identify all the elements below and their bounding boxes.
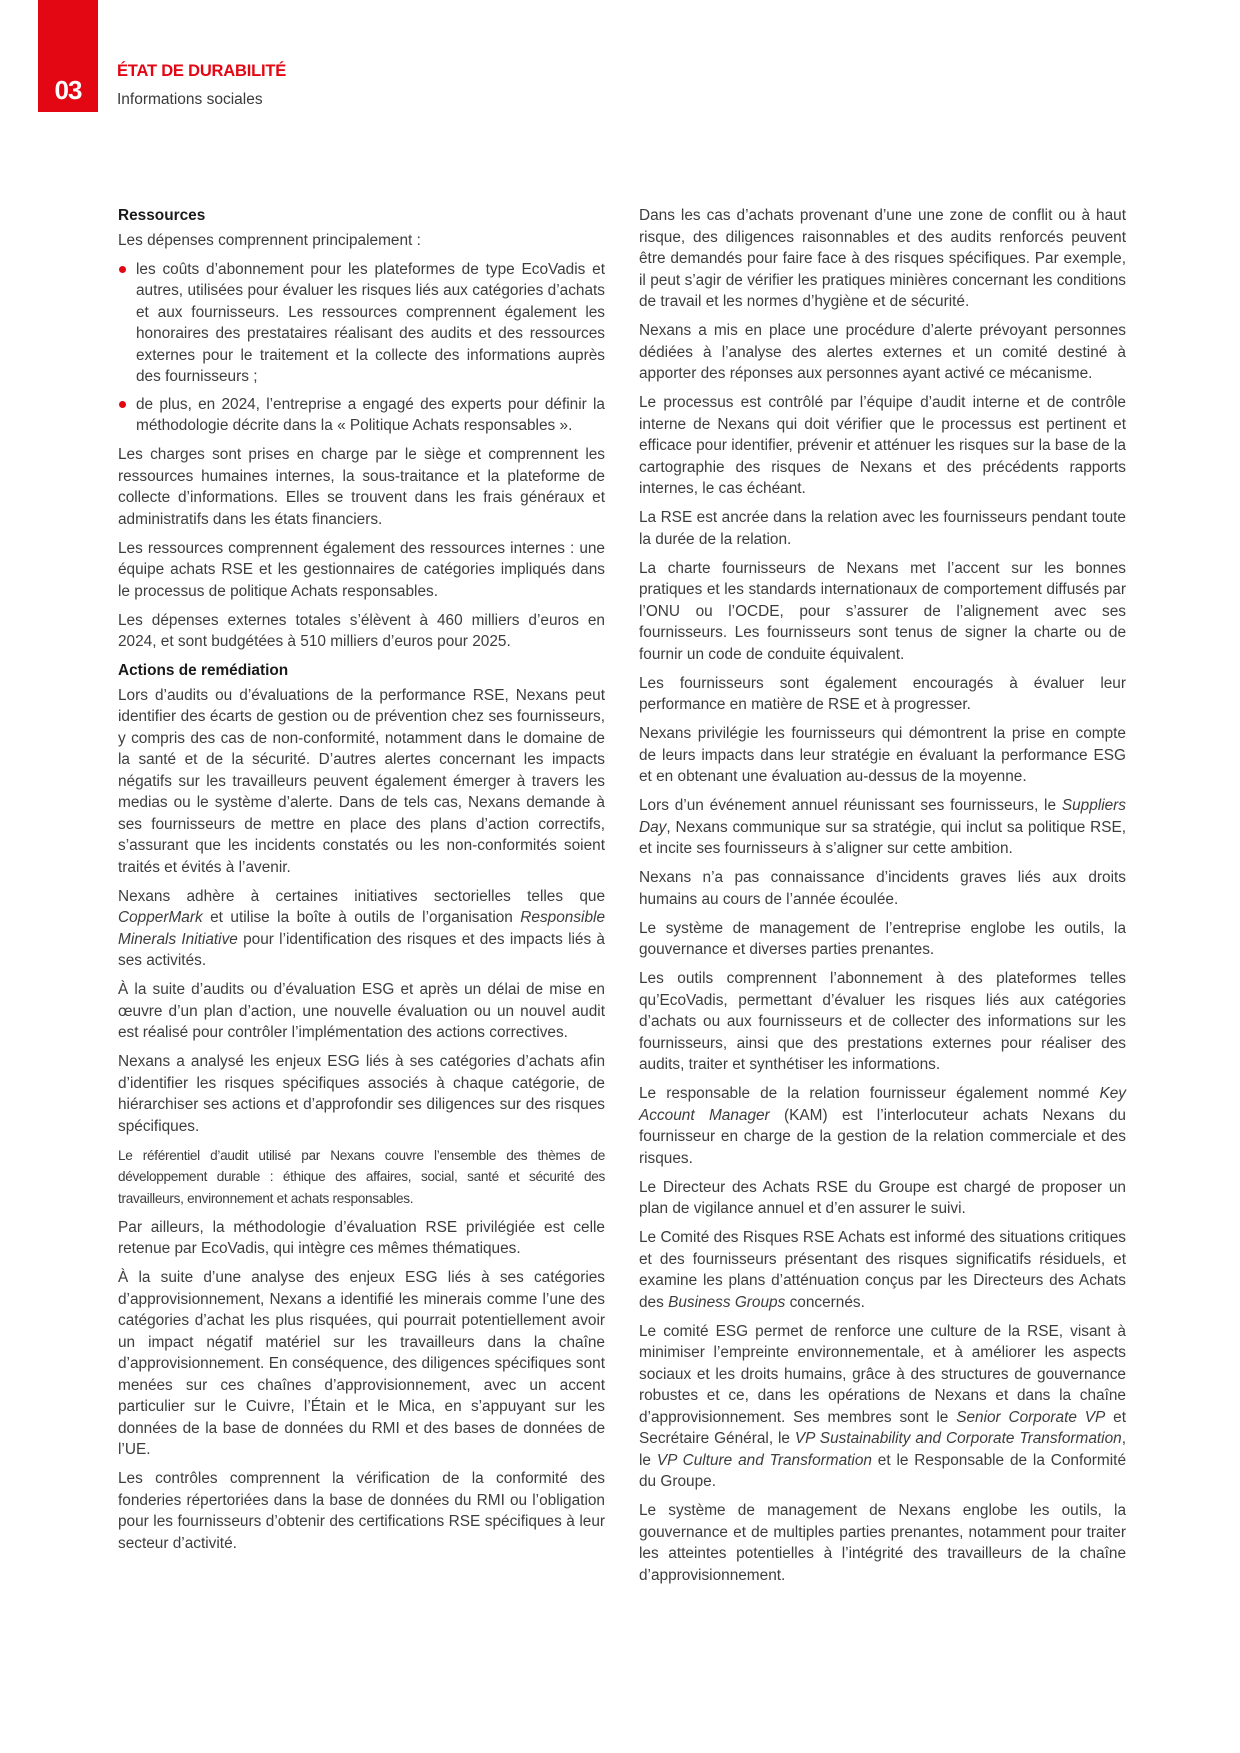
text-run: et Secrétaire Général, le [639, 1408, 1126, 1447]
list-item-text: les coûts d’abonnement pour les plateformes de type EcoVadis et autres, utilisées pour évaluer les risques liés aux catégories d’achats et aux fournisseurs. Les ressources comprennent également les honoraires des prestataires réalisant des audits et des ressources externes pour le traitement et la collecte des informations auprès des fournisseurs ; [136, 260, 605, 385]
text-run: (KAM) est l’interlocuteur achats Nexans du fournisseur en charge de la gestion de la relation commerciale et des risques. [639, 1106, 1126, 1167]
paragraph: Les dépenses comprennent principalement : [118, 231, 421, 249]
bullet-list [118, 259, 605, 437]
text-run: et le Responsable de la Conformité du Groupe. [639, 1451, 1126, 1490]
paragraph [639, 1083, 1126, 1169]
italic-term: CopperMark [118, 909, 203, 926]
section-title: ÉTAT DE DURABILITÉ [117, 62, 287, 80]
bullet-dot-icon [119, 401, 126, 408]
paragraph: Le processus est contrôlé par l’équipe d’audit interne et de contrôle interne de Nexans qui doit vérifier que le processus est pertinent et efficace pour identifier, prévenir et atténuer les risques sur la base de la cartographie des risques de Nexans et des précédents rapports internes, le cas échéant. [639, 394, 1126, 497]
italic-term: Key Account Manager [639, 1085, 1126, 1124]
paragraph: Lors d’audits ou d’évaluations de la performance RSE, Nexans peut identifier des écarts de gestion ou de prévention chez ses fournisseurs, y compris des cas de non-conformité, notamment dans le domaine de la santé et de la sécurité. D’autres alertes concernant les impacts négatifs sur les travailleurs peuvent également émerger à travers les medias ou le système d’alerte. Dans de tels cas, Nexans demande à ses fournisseurs de mettre en place des plans d’action correctifs, s’assurant que les incidents constatés ou les non-conformités soient traités et évités à l’avenir. [118, 686, 605, 876]
italic-term: Senior Corporate VP [956, 1408, 1106, 1426]
paragraph: Le référentiel d’audit utilisé par Nexans couvre l’ensemble des thèmes de développement durable : éthique des affaires, social, santé et sécurité des travailleurs, environnement et achats responsables. [118, 1147, 605, 1206]
text-run: Le Comité des Risques RSE Achats est informé des situations critiques et des fournisseurs présentant des risques significatifs résiduels, et examine les plans d’atténuation conçus par les Directeurs des Achats des [639, 1229, 1126, 1311]
text-run: , Nexans communique sur sa stratégie, qui inclut sa politique RSE, et incite ses fournisseurs à s’aligner sur cette ambition. [639, 818, 1126, 857]
text-run: pour l’identification des risques et des impacts liés à ses activités. [118, 930, 605, 969]
paragraph: À la suite d’audits ou d’évaluation ESG et après un délai de mise en œuvre d’un plan d’action, une nouvelle évaluation ou un nouvel audit est réalisé pour contrôler l’implémentation des actions correctives. [118, 981, 605, 1041]
list-item [118, 259, 605, 388]
paragraph [639, 1227, 1126, 1313]
paragraph: La charte fournisseurs de Nexans met l’accent sur les bonnes pratiques et les standards internationaux de comportement diffusés par l’ONU ou l’OCDE, pour s’assurer de l’alignement avec ses fournisseurs. Les fournisseurs sont tenus de signer la charte ou de fournir un code de conduite équivalent. [639, 559, 1126, 663]
italic-term: VP Sustainability and Corporate Transformation [794, 1430, 1122, 1447]
heading-actions-remediation: Actions de remédiation [118, 662, 289, 679]
paragraph: Les outils comprennent l’abonnement à des plateformes telles qu’EcoVadis, permettant d’évaluer les risques liés aux catégories d’achats ou aux fournisseurs et de collecter des informations sur les fournisseurs, ainsi que des prestations externes pour réaliser des audits, traiter et synthétiser les informations. [639, 970, 1126, 1073]
italic-term: VP Culture and Transformation [656, 1451, 872, 1469]
section-number-tab [38, 0, 98, 112]
paragraph: Nexans n’a pas connaissance d’incidents graves liés aux droits humains au cours de l’année écoulée. [639, 869, 1126, 908]
italic-term: Suppliers Day [639, 797, 1126, 836]
paragraph: Le système de management de l’entreprise englobe les outils, la gouvernance et diverses parties prenantes. [639, 919, 1126, 958]
paragraph: Nexans privilégie les fournisseurs qui démontrent la prise en compte de leurs impacts dans leur stratégie en évaluant la performance ESG et en obtenant une évaluation au-dessus de la moyenne. [639, 725, 1126, 785]
italic-term: Responsible Minerals Initiative [118, 909, 605, 948]
left-column [118, 205, 605, 1562]
paragraph: Les charges sont prises en charge par le siège et comprennent les ressources humaines internes, la sous-traitance et la plateforme de collecte d’informations. Elles se trouvent dans les frais généraux et administratifs dans les états financiers. [118, 446, 605, 528]
heading-ressources: Ressources [118, 207, 206, 224]
paragraph: Nexans a analysé les enjeux ESG liés à ses catégories d’achats afin d’identifier les risques spécifiques associés à chaque catégorie, de hiérarchiser ses actions et d’approfondir ses diligences sur des risques spécifiques. [118, 1053, 605, 1135]
paragraph: La RSE est ancrée dans la relation avec les fournisseurs pendant toute la durée de la relation. [639, 509, 1126, 548]
paragraph [118, 886, 605, 972]
paragraph: Les fournisseurs sont également encouragés à évaluer leur performance en matière de RSE et à progresser. [639, 674, 1126, 713]
paragraph: Les contrôles comprennent la vérification de la conformité des fonderies répertoriées dans la base de données du RMI ou l’obligation pour les fournisseurs d’obtenir des certifications RSE spécifiques à leur secteur d’activité. [118, 1470, 605, 1552]
paragraph [639, 1321, 1126, 1493]
text-run: Le responsable de la relation fournisseur également nommé [639, 1085, 1100, 1102]
bullet-dot-icon [119, 266, 126, 273]
text-run: et utilise la boîte à outils de l’organisation [202, 909, 521, 926]
paragraph: Le système de management de Nexans englobe les outils, la gouvernance et de multiples parties prenantes, notamment pour traiter les atteintes potentielles à l’intégrité des travailleurs de la chaîne d’approvisionnement. [639, 1502, 1126, 1584]
paragraph: Le Directeur des Achats RSE du Groupe est chargé de proposer un plan de vigilance annuel et d’en assurer le suivi. [639, 1178, 1126, 1217]
paragraph: Dans les cas d’achats provenant d’une une zone de conflit ou à haut risque, des diligences raisonnables et des audits renforcés peuvent être demandés pour faire face à des risques spécifiques. Par exemple, il peut s’agir de vérifier les pratiques minières concernant les conditions de travail et les normes d’hygiène et de sécurité. [639, 207, 1126, 310]
text-run: , le [639, 1430, 1127, 1469]
paragraph: Les dépenses externes totales s’élèvent à 460 milliers d’euros en 2024, et sont budgétées à 510 milliers d’euros pour 2025. [118, 611, 605, 650]
text-run: Lors d’un événement annuel réunissant ses fournisseurs, le [639, 797, 1062, 814]
text-run: Nexans adhère à certaines initiatives sectorielles telles que [118, 887, 605, 905]
paragraph: Nexans a mis en place une procédure d’alerte prévoyant personnes dédiées à l’analyse des alertes externes et un comité destiné à apporter des réponses aux personnes ayant activé ce mécanisme. [639, 322, 1126, 382]
text-run: concernés. [785, 1293, 865, 1311]
text-run: Le comité ESG permet de renforce une culture de la RSE, visant à minimiser l’empreinte environnementale, et à améliorer les aspects sociaux et les droits humains, grâce à des structures de gouvernance robustes et ce, dans les opérations de Nexans et dans la chaîne d’approvisionnement. Ses membres sont le [639, 1322, 1126, 1426]
paragraph: Par ailleurs, la méthodologie d’évaluation RSE privilégiée est celle retenue par EcoVadis, qui intègre ces mêmes thématiques. [118, 1218, 605, 1257]
section-number: 03 [54, 75, 82, 105]
section-subtitle: Informations sociales [117, 91, 263, 108]
paragraph: À la suite d’une analyse des enjeux ESG liés à ses catégories d’approvisionnement, Nexans a identifié les minerais comme l’une des catégories d’achat les plus risquées, qui pourrait potentiellement avoir un impact négatif matériel sur les travailleurs dans la chaîne d’approvisionnement. En conséquence, des diligences spécifiques sont menées sur ces chaînes d’approvisionnement, avec un accent particulier sur le Cuivre, l’Étain et le Mica, en s’appuyant sur les données de la base de données du RMI et des bases de données de l’UE. [118, 1269, 605, 1458]
paragraph: Les ressources comprennent également des ressources internes : une équipe achats RSE et les gestionnaires de catégories impliqués dans le processus de politique Achats responsables. [118, 539, 605, 600]
list-item [118, 394, 605, 437]
list-item-text: de plus, en 2024, l’entreprise a engagé des experts pour définir la méthodologie décrite dans la « Politique Achats responsables ». [136, 395, 605, 434]
paragraph [639, 795, 1126, 860]
italic-term: Business Groups [668, 1293, 786, 1311]
right-column [639, 205, 1126, 1594]
